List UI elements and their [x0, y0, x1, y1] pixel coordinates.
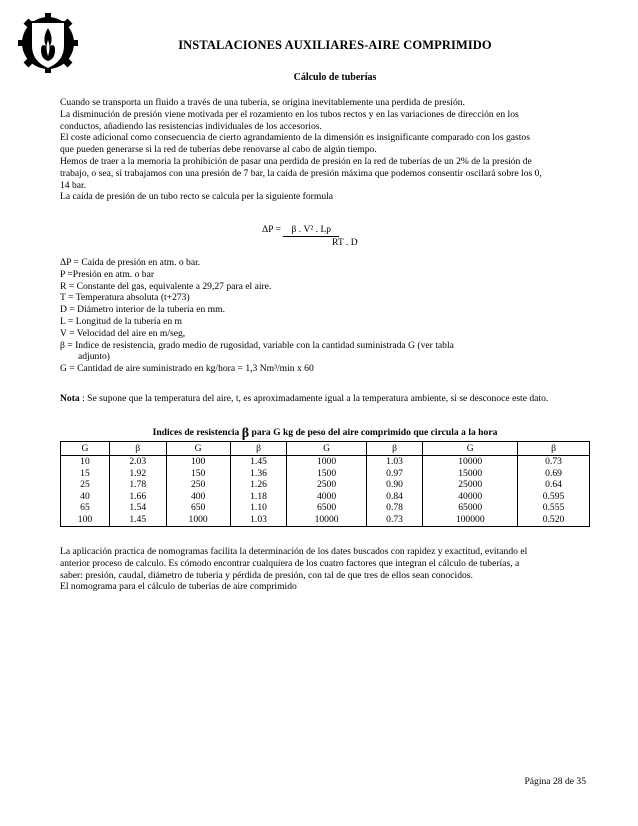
intro-line: Cuando se transporta un fluido a través de una tubería, se origina inevitablemente una perdida de presión.: [60, 97, 465, 108]
table-row: [61, 491, 590, 503]
document-header-title: INSTALACIONES AUXILIARES-AIRE COMPRIMIDO: [178, 38, 492, 52]
table-header-cell: G: [166, 442, 230, 456]
table-cell: 0.595: [518, 491, 590, 503]
table-cell: 2.03: [109, 456, 166, 468]
table-cell: 1.92: [109, 468, 166, 480]
table-cell: 40: [61, 491, 110, 503]
definition-line: V = Velocidad del aire en m/seg,: [60, 327, 186, 339]
table-header-cell: β: [109, 442, 166, 456]
table-row: [61, 468, 590, 480]
table-header-cell: G: [423, 442, 518, 456]
table-header-cell: G: [287, 442, 366, 456]
table-cell: 25000: [423, 479, 518, 491]
section-title: Cálculo de tuberías: [293, 72, 377, 83]
table-row: [61, 456, 590, 468]
table-cell: 1.36: [230, 468, 287, 480]
table-cell: 0.64: [518, 479, 590, 491]
intro-text: [60, 97, 585, 203]
table-cell: 1.26: [230, 479, 287, 491]
closing-line: saber: presión, caudal, diámetro de tubería y pérdida de presión, con tal de que tres de ellos sean conocidos.: [60, 569, 473, 581]
table-cell: 0.520: [518, 514, 590, 526]
definition-line: L = Longitud de la tubería en m: [60, 315, 183, 327]
table-row: [61, 502, 590, 514]
table-cell: 15000: [423, 468, 518, 480]
definition-line: D = Diámetro interior de la tubería en mm.: [60, 304, 225, 316]
table-cell: 100: [61, 514, 110, 526]
table-cell: 250: [166, 479, 230, 491]
table-row: [61, 479, 590, 491]
intro-line: trabajo, o sea, si trabajamos con una presión de 7 bar, la caída de presión máxima que podemos consentir oscilará sobre los 0,: [60, 167, 542, 179]
intro-line: 14 bar.: [60, 179, 87, 191]
table-header-row: [61, 442, 590, 456]
table-header-cell: G: [61, 442, 110, 456]
table-cell: 40000: [423, 491, 518, 503]
table-cell: 0.90: [366, 479, 423, 491]
intro-line: El coste adicional como consecuencia de cierto agrandamiento de la dimensión es insignificante comparado con los gastos: [60, 132, 530, 144]
table-cell: 1.10: [230, 502, 287, 514]
table-header-cell: β: [230, 442, 287, 456]
table-cell: 1.18: [230, 491, 287, 503]
table-cell: 1.45: [230, 456, 287, 468]
closing-line: anterior proceso de calculo. Es cómodo encontrar cualquiera de los cuatro factores que integran el cálculo de tuberías, a: [60, 557, 520, 569]
intro-line: La caída de presión de un tubo recto se calcula per la siguiente formula: [60, 191, 334, 203]
table-cell: 0.69: [518, 468, 590, 480]
definition-line: ΔP = Caída de presión en atm. o bar.: [60, 257, 201, 268]
table-cell: 25: [61, 479, 110, 491]
table-cell: 0.84: [366, 491, 423, 503]
table-cell: 1.03: [366, 456, 423, 468]
formula-lhs: ΔP =: [262, 224, 281, 235]
table-cell: 0.78: [366, 502, 423, 514]
note-label: Nota: [60, 393, 80, 404]
closing-line: El nomograma para el cálculo de tuberías de aire comprimido: [60, 581, 297, 593]
table-cell: 4000: [287, 491, 366, 503]
intro-line: que pueden generarse si la red de tuberías debe renovarse al cabo de algún tiempo.: [60, 144, 377, 156]
table-cell: 10: [61, 456, 110, 468]
definition-line: adjunto): [78, 351, 110, 363]
table-cell: 1.66: [109, 491, 166, 503]
table-title-before: Indices de resistencia: [152, 427, 242, 438]
intro-line: conductos, añadiendo las resistencias individuales de los accesorios.: [60, 120, 322, 132]
table-title: [60, 426, 590, 442]
table-title-after: para G kg de peso del aire comprimido que circula a la hora: [249, 427, 498, 438]
table-row: [61, 514, 590, 526]
resistance-index-table: [60, 441, 590, 527]
table-cell: 1.45: [109, 514, 166, 526]
table-cell: 650: [166, 502, 230, 514]
definition-line: T = Temperatura absoluta (t+273): [60, 292, 190, 304]
table-cell: 1000: [287, 456, 366, 468]
table-header-cell: β: [366, 442, 423, 456]
table-cell: 1.54: [109, 502, 166, 514]
table-cell: 150: [166, 468, 230, 480]
table-cell: 1000: [166, 514, 230, 526]
table-cell: 15: [61, 468, 110, 480]
intro-line: Hemos de traer a la memoria la prohibición de pasar una perdida de presión en la red de tuberías de un 2% de la presión de: [60, 155, 532, 167]
table-cell: 65: [61, 502, 110, 514]
table-cell: 400: [166, 491, 230, 503]
definition-line: R = Constante del gas, equivalente a 29,27 para el aire.: [60, 280, 272, 292]
note-paragraph: [60, 393, 585, 405]
institution-logo-icon: [17, 12, 79, 74]
definition-line: β = Indice de resistencia, grado medio de rugosidad, variable con la cantidad suministrada G (ver tabla: [60, 339, 454, 351]
definition-line: P =Presión en atm. o bar: [60, 268, 155, 280]
table-cell: 0.97: [366, 468, 423, 480]
table-cell: 0.555: [518, 502, 590, 514]
variable-definitions: [60, 257, 585, 375]
table-cell: 10000: [423, 456, 518, 468]
table-cell: 6500: [287, 502, 366, 514]
intro-line: La disminución de presión viene motivada per el rozamiento en los tubos rectos y en las variaciones de dirección en los: [60, 108, 519, 120]
definition-line: G = Cantidad de aire suministrado en kg/hora = 1,3 Nm³/min x 60: [60, 363, 314, 375]
note-text: : Se supone que la temperatura del aire, t, es aproximadamente igual a la temperatura ambiente, si se desconoce este dato.: [79, 393, 549, 404]
table-cell: 100: [166, 456, 230, 468]
page-number: Página 28 de 35: [524, 776, 586, 787]
closing-line: La aplicación practica de nomogramas facilita la determinación de los dates buscados con rapidez y exactitud, evitando el: [60, 546, 528, 557]
formula-denominator: RT . D: [332, 237, 358, 248]
table-cell: 100000: [423, 514, 518, 526]
table-cell: 1.03: [230, 514, 287, 526]
table-cell: 65000: [423, 502, 518, 514]
table-cell: 10000: [287, 514, 366, 526]
table-cell: 0.73: [366, 514, 423, 526]
table-title-beta-symbol: β: [241, 426, 250, 441]
table-header-cell: β: [518, 442, 590, 456]
table-cell: 0.73: [518, 456, 590, 468]
formula-numerator: β . V² . Lp: [283, 224, 339, 237]
table-cell: 2500: [287, 479, 366, 491]
table-cell: 1500: [287, 468, 366, 480]
closing-text: [60, 546, 585, 593]
table-cell: 1.78: [109, 479, 166, 491]
